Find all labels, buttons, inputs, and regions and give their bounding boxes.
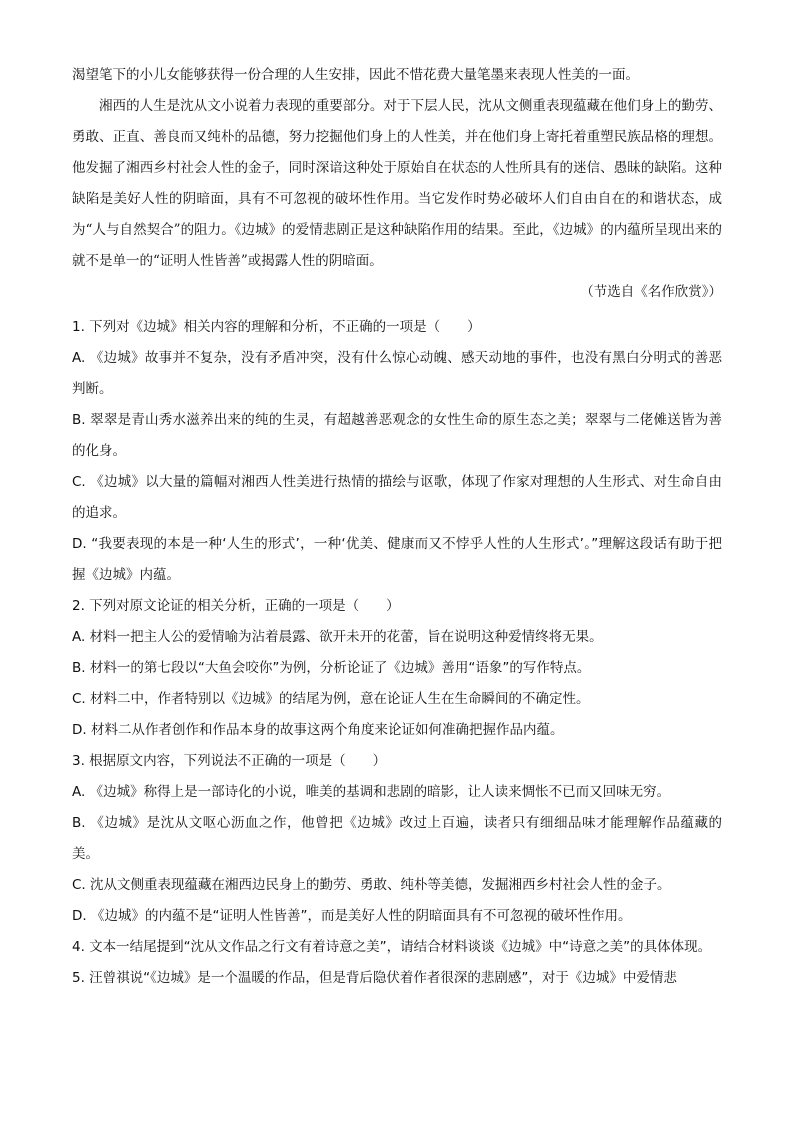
question-stem: 2. 下列对原文论证的相关分析，正确的一项是（ ）: [72, 598, 400, 614]
question-stem: 5. 汪曾祺说“《边城》是一个温暖的作品，但是背后隐伏着作者很深的悲剧感”，对于《边城》中爱情悲: [72, 970, 677, 986]
option-c: C. 沈从文侧重表现蕴藏在湘西边民身上的勤劳、勇敢、纯朴等美德，发掘湘西乡村社会人性的金子。: [72, 877, 671, 893]
option-c: C. 材料二中，作者特别以《边城》的结尾为例，意在论证人生在生命瞬间的不确定性。: [72, 691, 590, 707]
question-2: [72, 591, 722, 746]
option-a: A. 《边城》称得上是一部诗化的小说，唯美的基调和悲剧的暗影，让人读来惆怅不已而又回味无穷。: [72, 784, 671, 800]
passage-source: （节选自《名作欣赏》）: [580, 284, 722, 300]
question-3: [72, 746, 722, 932]
option-d: D. “我要表现的本是一种‘人生的形式’，一种‘优美、健康而又不悖乎人性的人生形式’。”理解这段话有助于把握《边城》内蕴。: [72, 536, 722, 583]
option-c: C. 《边城》以大量的篇幅对湘西人性美进行热情的描绘与讴歌，体现了作家对理想的人生形式、对生命自由的追求。: [72, 474, 722, 521]
option-a: A. 《边城》故事并不复杂，没有矛盾冲突，没有什么惊心动魄、感天动地的事件，也没有黑白分明式的善恶判断。: [72, 350, 722, 397]
question-stem: 1. 下列对《边城》相关内容的理解和分析，不正确的一项是（ ）: [72, 319, 481, 335]
question-stem: 4. 文本一结尾提到“沈从文作品之行文有着诗意之美”，请结合材料谈谈《边城》中“诗意之美”的具体体现。: [72, 939, 712, 955]
passage-paragraph-2: 湘西的人生是沈从文小说着力表现的重要部分。对于下层人民，沈从文侧重表现蕴藏在他们身上的勤劳、勇敢、正直、善良而又纯朴的品德，努力挖掘他们身上的人性美，并在他们身上寄托着重塑民族品格的理想。他发掘了湘西乡村社会人性的金子，同时深谙这种处于原始自在状态的人性所具有的迷信、愚昧的缺陷。这种缺陷是美好人性的阴暗面，具有不可忽视的破坏性作用。当它发作时势必破坏人们自由自在的和谐状态，成为“人与自然契合”的阻力。《边城》的爱情悲剧正是这种缺陷作用的结果。至此，《边城》的内蕴所呈现出来的就不是单一的“证明人性皆善”或揭露人性的阴暗面。: [72, 98, 722, 269]
option-a: A. 材料一把主人公的爱情喻为沾着晨露、欲开未开的花蕾，旨在说明这种爱情终将无果。: [72, 629, 603, 645]
option-d: D. 《边城》的内蕴不是“证明人性皆善”，而是美好人性的阴暗面具有不可忽视的破坏性作用。: [72, 908, 632, 924]
option-d: D. 材料二从作者创作和作品本身的故事这两个角度来论证如何准确把握作品内蕴。: [72, 722, 564, 738]
question-1: [72, 312, 722, 591]
option-b: B. 材料一的第七段以“大鱼会咬你”为例，分析论证了《边城》善用“语象”的写作特点。: [72, 660, 591, 676]
question-stem: 3. 根据原文内容，下列说法不正确的一项是（ ）: [72, 753, 387, 769]
document-page: [72, 60, 722, 994]
passage-paragraph-1: 渴望笔下的小儿女能够获得一份合理的人生安排，因此不惜花费大量笔墨来表现人性美的一面。: [72, 67, 639, 83]
option-b: B. 翠翠是青山秀水滋养出来的纯的生灵，有超越善恶观念的女性生命的原生态之美；翠翠与二佬傩送皆为善的化身。: [72, 412, 722, 459]
question-5: [72, 963, 722, 994]
question-4: [72, 932, 722, 963]
option-b: B. 《边城》是沈从文呕心沥血之作，他曾把《边城》改过上百遍，读者只有细细品味才能理解作品蕴藏的美。: [72, 815, 722, 862]
